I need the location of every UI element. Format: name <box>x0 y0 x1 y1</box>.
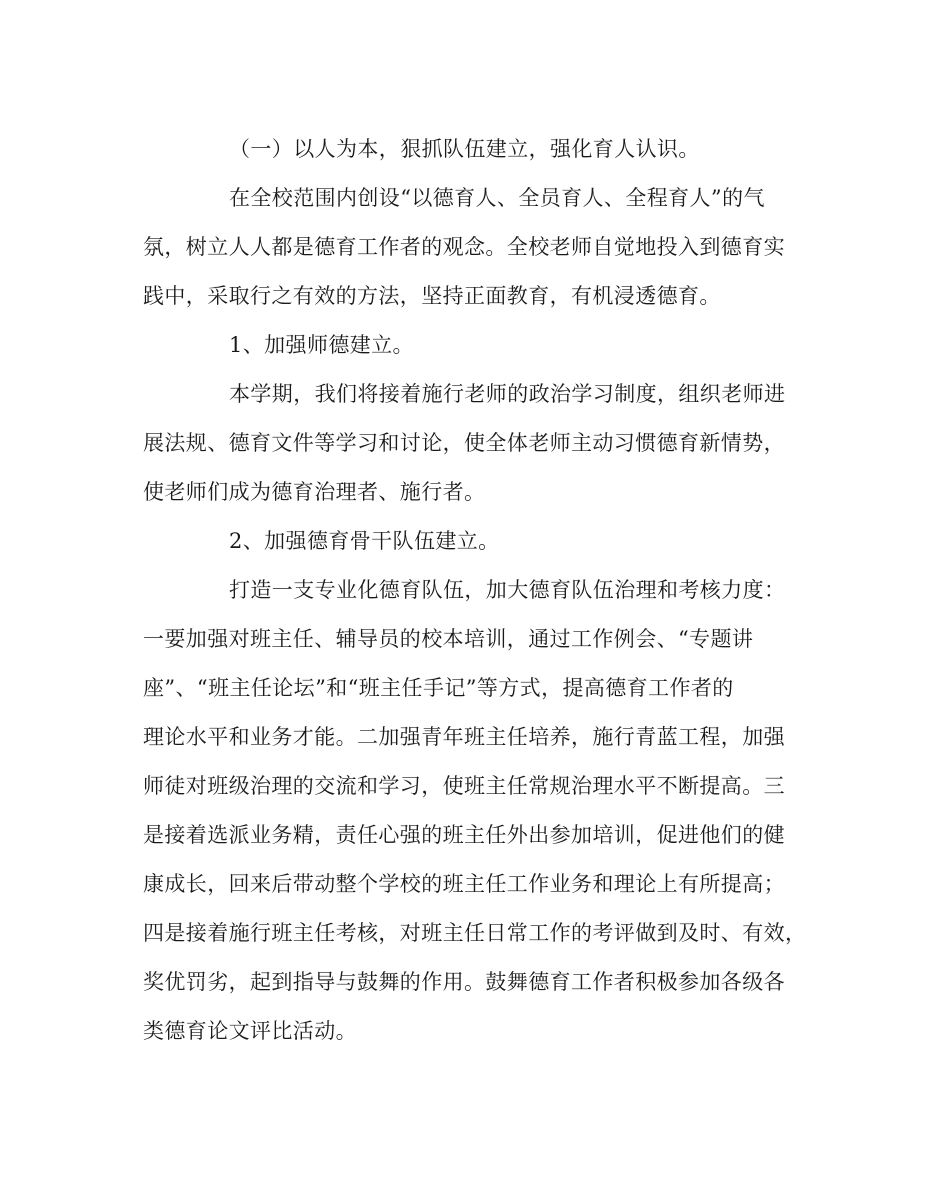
paragraph-line: 践中，采取行之有效的方法，坚持正面教育，有机浸透德育。 <box>143 284 721 308</box>
paragraph-line: 展法规、德育文件等学习和讨论，使全体老师主动习惯德育新情势， <box>143 431 785 455</box>
paragraph-line: 是接着选派业务精，责任心强的班主任外出参加培训，促进他们的健 <box>143 823 785 847</box>
paragraph-line: 在全校范围内创设“以德育人、全员育人、全程育人”的气 <box>229 186 765 210</box>
paragraph-line: 奖优罚劣，起到指导与鼓舞的作用。鼓舞德育工作者积极参加各级各 <box>143 970 785 994</box>
paragraph-line: 打造一支专业化德育队伍，加大德育队伍治理和考核力度： <box>229 578 786 602</box>
subsection-heading: 2、加强德育骨干队伍建立。 <box>229 529 500 553</box>
paragraph-line: 师徒对班级治理的交流和学习，使班主任常规治理水平不断提高。三 <box>143 774 785 798</box>
paragraph-line: 本学期，我们将接着施行老师的政治学习制度，组织老师进 <box>229 382 786 406</box>
paragraph-line: 理论水平和业务才能。二加强青年班主任培养，施行青蓝工程，加强 <box>143 725 785 749</box>
paragraph-line: 四是接着施行班主任考核，对班主任日常工作的考评做到及时、有效， <box>143 921 807 945</box>
section-heading: （一）以人为本，狠抓队伍建立，强化育人认识。 <box>229 137 700 161</box>
paragraph-line: 一要加强对班主任、辅导员的校本培训，通过工作例会、“专题讲 <box>143 627 754 651</box>
paragraph-line: 座”、“班主任论坛”和“班主任手记”等方式，提高德育工作者的 <box>143 676 734 700</box>
paragraph-line: 使老师们成为德育治理者、施行者。 <box>143 480 486 504</box>
paragraph-line: 类德育论文评比活动。 <box>143 1019 357 1043</box>
paragraph-line: 氛，树立人人都是德育工作者的观念。全校老师自觉地投入到德育实 <box>143 235 785 259</box>
subsection-heading: 1、加强师德建立。 <box>229 333 414 357</box>
paragraph-line: 康成长，回来后带动整个学校的班主任工作业务和理论上有所提高； <box>143 872 785 896</box>
